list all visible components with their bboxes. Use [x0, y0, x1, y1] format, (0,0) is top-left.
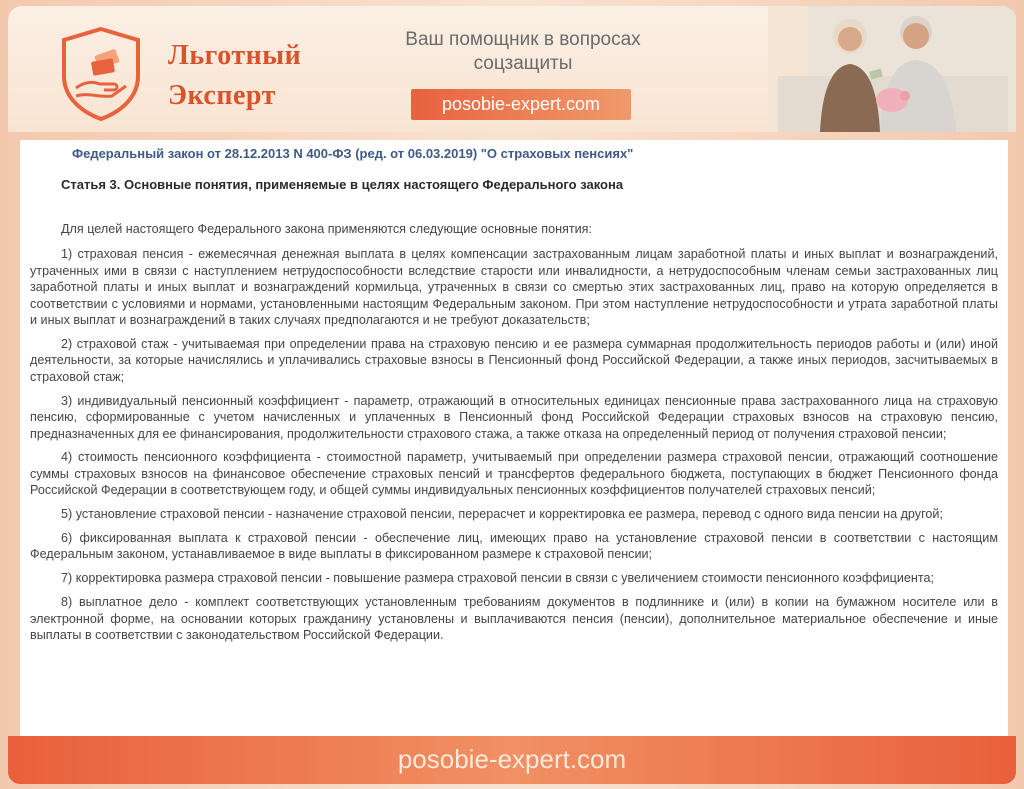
definition-item: 7) корректировка размера страховой пенсии - повышение размера страховой пенсии в связи с увеличением стоимости пенсионного коэффициента; — [61, 571, 934, 586]
footer-site-url[interactable]: posobie-expert.com — [397, 744, 627, 774]
tagline-line-2: соцзащиты — [473, 53, 573, 74]
definition-item: 5) установление страховой пенсии - назначение страховой пенсии, перерасчет и корректировка ее размера, перевод с одного вида пенсии на другой; — [61, 507, 943, 522]
brand-name — [168, 36, 301, 116]
document-panel — [20, 140, 1008, 738]
definition-item: 1) страховая пенсия - ежемесячная денежная выплата в целях компенсации застрахованным лицам заработной платы и иных выплат и вознаграждений, утраченных ими в связи с наступлением нетрудоспособности вследствие старости или инвалидности, а нетрудоспособным членам семьи застрахованных лиц заработной платы и иных выплат и вознаграждений кормильца, утраченных в связи со смертью этих застрахованных лиц, право на которую определяется в соответствии с условиями и нормами, установленными настоящим Федеральным законом. При этом наступление нетрудоспособности и утрата заработной платы и иных выплат и вознаграждений в таких случаях предполагаются и не требуют доказательств; — [30, 247, 998, 327]
definition-item: 8) выплатное дело - комплект соответствующих установленным требованиям документов в подлиннике и (или) в копии на бумажном носителе или в электронной форме, на основании которых гражданину установлены и выплачиваются пенсия (пенсии), дополнительное материальное обеспечение и иные выплаты в соответствии с законодательством Российской Федерации. — [30, 595, 998, 643]
definition-item: 2) страховой стаж - учитываемая при определении права на страховую пенсию и ее размера суммарная продолжительность периодов работы и (или) иной деятельности, за которые начислялись и уплачивались страховые взносы в Пенсионный фонд Российской Федерации, а также иных периодов, засчитываемых в страховой стаж; — [30, 336, 998, 384]
brand-line-2: Эксперт — [168, 80, 276, 111]
intro-text: Для целей настоящего Федерального закона применяются следующие основные понятия: — [61, 222, 592, 236]
brand-line-1: Льготный — [168, 40, 302, 71]
footer-banner — [8, 736, 1016, 784]
tagline-line-1: Ваш помощник в вопросах — [405, 29, 641, 50]
shield-hand-coin-icon — [60, 26, 142, 122]
definitions-list — [30, 246, 998, 651]
article-title: Статья 3. Основные понятия, применяемые в целях настоящего Федерального закона — [61, 177, 624, 192]
law-title: Федеральный закон от 28.12.2013 N 400-ФЗ (ред. от 06.03.2019) "О страховых пенсиях" — [72, 146, 634, 161]
definition-item: 4) стоимость пенсионного коэффициента - стоимостной параметр, учитываемый при определении размера страховой пенсии, отражающий соотношение суммы страховых взносов на финансовое обеспечение страховых пенсий и трансфертов федерального бюджета, поступающих в бюджет Пенсионного фонда Российской Федерации в соответствующем году, и общей суммы индивидуальных пенсионных коэффициентов получателей страховых пенсий; — [30, 450, 998, 498]
definition-item: 3) индивидуальный пенсионный коэффициент - параметр, отражающий в относительных единицах пенсионные права застрахованного лица на страховую пенсию, сформированные с учетом начисленных и уплаченных в Пенсионный фонд Российской Федерации страховых взносов на страховую пенсию, предназначенных для ее финансирования, продолжительности страхового стажа, а также отказа на определенный период от получения страховой пенсии; — [30, 393, 998, 441]
header-banner — [8, 6, 1016, 132]
definition-item: 6) фиксированная выплата к страховой пенсии - обеспечение лиц, имеющих право на установление страховой пенсии в соответствии с настоящим Федеральным законом, устанавливаемое в виде выплаты в фиксированном размере к страховой пенсии; — [30, 530, 998, 562]
elderly-couple-photo — [768, 6, 1016, 132]
site-url-button[interactable]: posobie-expert.com — [411, 89, 631, 120]
tagline — [378, 28, 668, 76]
